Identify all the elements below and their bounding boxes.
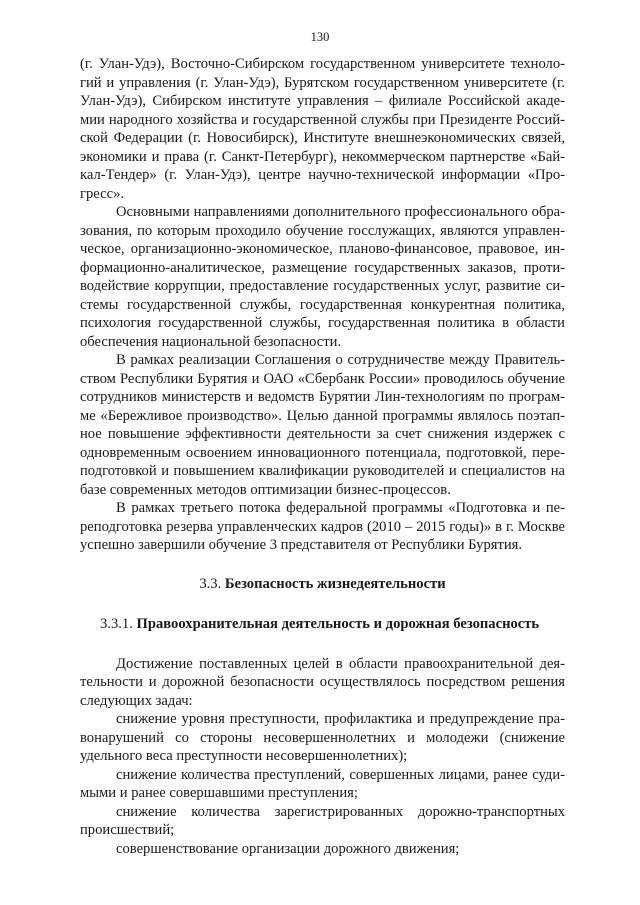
text-line: мии народного хозяйства и государственной службы при Президенте Россий- xyxy=(80,111,565,128)
text-line: следующих задач: xyxy=(80,692,193,709)
section-number: 3.3. xyxy=(199,575,222,592)
subsection-title: Правоохранительная деятельность и дорожная безопасность xyxy=(136,616,540,632)
subsection-number: 3.3.1. xyxy=(100,616,133,632)
text-line: снижение количества зарегистрированных дорожно-транспортных xyxy=(116,803,565,820)
text-line: В рамках третьего потока федеральной программы «Подготовка и пе- xyxy=(116,500,565,516)
text-line: снижение количества преступлений, совершенных лицами, ранее суди- xyxy=(116,766,565,783)
text-line: психология государственной службы, государственная политика в области xyxy=(80,315,565,331)
list-paragraph xyxy=(80,840,565,859)
text-line: зования, по которым проходило обучение госслужащих, являются управлен- xyxy=(80,222,565,239)
text-line: гресс». xyxy=(80,185,125,202)
paragraph xyxy=(80,499,565,555)
text-line: формационно-аналитическое, размещение государственных заказов, проти- xyxy=(80,259,565,276)
paragraph xyxy=(80,55,565,203)
text-line: совершенствование организации дорожного движения; xyxy=(116,840,460,857)
text-line: успешно завершили обучение 3 представителя от Республики Бурятия. xyxy=(80,537,523,553)
spacer xyxy=(80,634,565,655)
paragraph xyxy=(80,203,565,351)
text-line: экономики и права (г. Санкт-Петербург), некоммерческом партнерстве «Бай- xyxy=(80,148,565,165)
text-line: (г. Улан-Удэ), Восточно-Сибирском государственном университете техноло- xyxy=(80,56,565,72)
text-line: обеспечения национальной безопасности. xyxy=(80,333,342,350)
text-line: реподготовка резерва управленческих кадров (2010 – 2015 годы)» в г. Москве xyxy=(80,518,565,535)
text-line: водействие коррупции, предоставление государственных услуг, развитие си- xyxy=(80,278,565,294)
section-heading xyxy=(80,575,565,594)
text-line: гий и управления (г. Улан-Удэ), Бурятском государственном университете (г. xyxy=(80,74,565,91)
text-line: ской Федерации (г. Новосибирск), Институте внешнеэкономических связей, xyxy=(80,130,565,146)
document-body xyxy=(80,55,565,858)
text-line: снижение уровня преступности, профилактика и предупреждение пра- xyxy=(116,711,565,727)
text-line: ством Республики Бурятия и ОАО «Сбербанк России» проводилось обучение xyxy=(80,370,565,387)
text-line: происшествий; xyxy=(80,822,175,838)
text-line: удельного веса преступности несовершеннолетних); xyxy=(80,748,408,764)
text-line: вонарушений со стороны несовершеннолетних и молодежи (снижение xyxy=(80,729,565,746)
page-number: 130 xyxy=(310,30,330,44)
subsection-heading xyxy=(80,615,565,634)
text-line: ме «Бережливое производство». Целью данной программы являлось поэтап- xyxy=(80,407,565,424)
text-line: мыми и ранее совершавшими преступления; xyxy=(80,785,358,801)
text-line: стемы государственной службы, государственная конкурентная политика, xyxy=(80,296,565,313)
paragraph xyxy=(80,655,565,711)
list-paragraph xyxy=(80,766,565,803)
text-line: Достижение поставленных целей в области правоохранительной дея- xyxy=(116,655,565,672)
text-line: ное повышение эффективности деятельности за счет снижения издержек с xyxy=(80,426,565,442)
text-line: подготовкой и повышением квалификации руководителей и специалистов на xyxy=(80,463,565,479)
text-line: сотрудников министерств и ведомств Бурятии Лин-технологиям по програм- xyxy=(80,389,565,405)
list-paragraph xyxy=(80,803,565,840)
text-line: тельности и дорожной безопасности осуществлялось посредством решения xyxy=(80,674,565,690)
text-line: кал-Тендер» (г. Улан-Удэ), центре научно-технической информации «Про- xyxy=(80,167,565,183)
text-line: одновременным освоением инновационного потенциала, подготовкой, пере- xyxy=(80,444,565,461)
text-line: базе современных методов оптимизации бизнес-процессов. xyxy=(80,481,451,498)
paragraph xyxy=(80,351,565,499)
text-line: В рамках реализации Соглашения о сотрудничестве между Правитель- xyxy=(116,352,565,368)
text-line: ческое, организационно-экономическое, планово-финансовое, правовое, ин- xyxy=(80,241,565,257)
section-title: Безопасность жизнедеятельности xyxy=(224,575,446,592)
list-paragraph xyxy=(80,710,565,766)
text-line: Улан-Удэ), Сибирском институте управления – филиале Российской акаде- xyxy=(80,93,565,109)
text-line: Основными направлениями дополнительного профессионального обра- xyxy=(116,204,565,220)
